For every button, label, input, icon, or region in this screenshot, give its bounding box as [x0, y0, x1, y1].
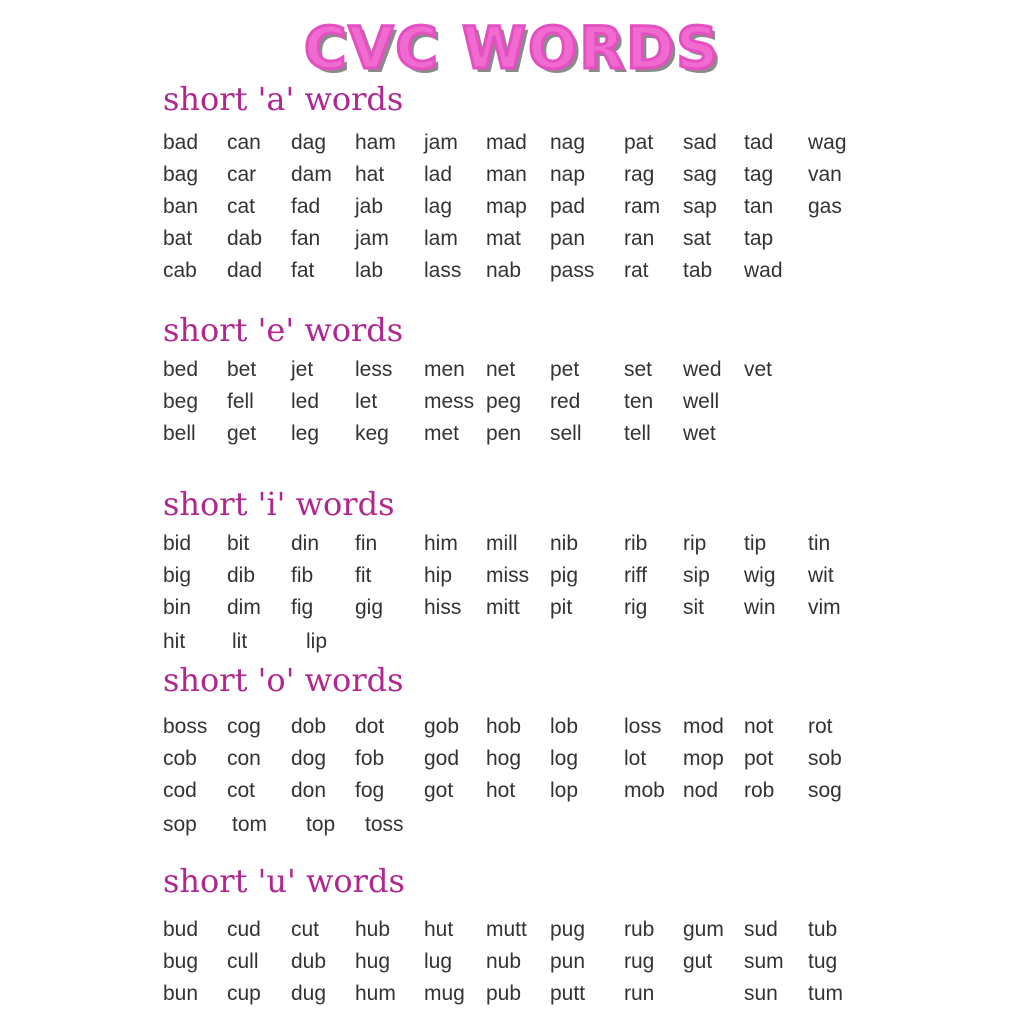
word: mill [486, 532, 518, 555]
word: log [550, 747, 579, 770]
word: net [486, 358, 516, 381]
word-row [0, 596, 1024, 626]
word: mad [486, 131, 527, 154]
word: dot [355, 715, 385, 738]
word: wed [683, 358, 722, 381]
word: hiss [424, 596, 462, 619]
word-row [0, 259, 1024, 289]
word: ran [624, 227, 655, 250]
word: cut [291, 918, 320, 941]
word-row [0, 779, 1024, 809]
word: bed [163, 358, 199, 381]
word: tom [232, 813, 268, 836]
word: dog [291, 747, 327, 770]
word: wig [744, 564, 776, 587]
word: hog [486, 747, 522, 770]
word: sell [550, 422, 582, 445]
word: him [424, 532, 458, 555]
word: lass [424, 259, 462, 282]
word: bit [227, 532, 250, 555]
word: hug [355, 950, 391, 973]
word: lit [232, 630, 248, 653]
word: dim [227, 596, 261, 619]
word: miss [486, 564, 530, 587]
word: bun [163, 982, 199, 1005]
word: cob [163, 747, 197, 770]
section-heading: short 'a' words [163, 80, 404, 118]
word: cat [227, 195, 256, 218]
word-row [0, 715, 1024, 745]
word: hat [355, 163, 385, 186]
word: men [424, 358, 465, 381]
word: dam [291, 163, 332, 186]
word-row [0, 532, 1024, 562]
word: tan [744, 195, 774, 218]
word: tip [744, 532, 767, 555]
word: fib [291, 564, 314, 587]
word: rob [744, 779, 775, 802]
word: cog [227, 715, 261, 738]
word: tub [808, 918, 838, 941]
word: don [291, 779, 327, 802]
word: riff [624, 564, 647, 587]
word: hot [486, 779, 516, 802]
word: bad [163, 131, 199, 154]
word-row [0, 163, 1024, 193]
word: rib [624, 532, 648, 555]
section-heading: short 'u' words [163, 862, 405, 900]
word: rub [624, 918, 655, 941]
word: dob [291, 715, 327, 738]
word: tad [744, 131, 774, 154]
word: sop [163, 813, 197, 836]
word: wit [808, 564, 834, 587]
word: sip [683, 564, 710, 587]
word: cup [227, 982, 261, 1005]
word: bid [163, 532, 192, 555]
word: let [355, 390, 378, 413]
section-heading: short 'e' words [163, 311, 404, 349]
word: tap [744, 227, 774, 250]
word: fad [291, 195, 321, 218]
word: ham [355, 131, 396, 154]
word: set [624, 358, 653, 381]
word: fan [291, 227, 321, 250]
word: ram [624, 195, 661, 218]
word: hum [355, 982, 396, 1005]
word: hub [355, 918, 391, 941]
word: beg [163, 390, 199, 413]
word: gob [424, 715, 460, 738]
word: lam [424, 227, 458, 250]
word-row [0, 390, 1024, 420]
word: pug [550, 918, 586, 941]
word-row [0, 227, 1024, 257]
word: sap [683, 195, 717, 218]
word: big [163, 564, 192, 587]
word: gig [355, 596, 384, 619]
section-heading: short 'o' words [163, 661, 404, 699]
word: not [744, 715, 774, 738]
word: bag [163, 163, 199, 186]
word: pit [550, 596, 573, 619]
word: pan [550, 227, 586, 250]
word: man [486, 163, 527, 186]
word: cab [163, 259, 197, 282]
word: keg [355, 422, 389, 445]
word: van [808, 163, 842, 186]
word: nub [486, 950, 522, 973]
word: top [306, 813, 336, 836]
word: dag [291, 131, 327, 154]
word: con [227, 747, 261, 770]
word: hit [163, 630, 186, 653]
word: pass [550, 259, 595, 282]
word: sad [683, 131, 717, 154]
word: pub [486, 982, 522, 1005]
word: rig [624, 596, 648, 619]
word: rag [624, 163, 655, 186]
word: bug [163, 950, 199, 973]
word-row [0, 950, 1024, 980]
word: lip [306, 630, 328, 653]
word: mob [624, 779, 665, 802]
word: cod [163, 779, 197, 802]
word: sob [808, 747, 842, 770]
word: wag [808, 131, 847, 154]
word-row [0, 195, 1024, 225]
word: cot [227, 779, 256, 802]
word: jam [424, 131, 458, 154]
word: jet [291, 358, 314, 381]
word: met [424, 422, 460, 445]
word: vet [744, 358, 773, 381]
word: sog [808, 779, 842, 802]
word-row [0, 422, 1024, 452]
word: dab [227, 227, 263, 250]
word: rip [683, 532, 707, 555]
word: tab [683, 259, 713, 282]
word: rot [808, 715, 833, 738]
word: ban [163, 195, 199, 218]
word: dug [291, 982, 327, 1005]
word: nab [486, 259, 522, 282]
word: lop [550, 779, 579, 802]
word: fit [355, 564, 372, 587]
word: gut [683, 950, 713, 973]
word: fob [355, 747, 385, 770]
word: toss [365, 813, 404, 836]
word: sud [744, 918, 778, 941]
word: peg [486, 390, 522, 413]
word: tin [808, 532, 831, 555]
word: hob [486, 715, 522, 738]
word: mop [683, 747, 724, 770]
word: din [291, 532, 320, 555]
word: sag [683, 163, 717, 186]
word: dad [227, 259, 263, 282]
word: lob [550, 715, 579, 738]
word: wad [744, 259, 783, 282]
word: less [355, 358, 393, 381]
word: sit [683, 596, 704, 619]
word: hut [424, 918, 454, 941]
word: mess [424, 390, 475, 413]
word: pad [550, 195, 586, 218]
word: tag [744, 163, 774, 186]
word: bat [163, 227, 193, 250]
word: red [550, 390, 581, 413]
section-heading: short 'i' words [163, 485, 395, 523]
word: loss [624, 715, 662, 738]
word: rug [624, 950, 655, 973]
word: pet [550, 358, 580, 381]
word: lug [424, 950, 453, 973]
word: cud [227, 918, 261, 941]
word: dub [291, 950, 327, 973]
word: god [424, 747, 460, 770]
word: mod [683, 715, 724, 738]
word: cull [227, 950, 259, 973]
word: tell [624, 422, 651, 445]
word: lot [624, 747, 647, 770]
word: bin [163, 596, 192, 619]
word: putt [550, 982, 586, 1005]
word: pat [624, 131, 654, 154]
word: mitt [486, 596, 520, 619]
word-row [0, 813, 1024, 843]
word: leg [291, 422, 320, 445]
word: fin [355, 532, 378, 555]
word: ten [624, 390, 654, 413]
word: tum [808, 982, 844, 1005]
word-row [0, 358, 1024, 388]
word: sat [683, 227, 712, 250]
word: car [227, 163, 257, 186]
page-title: CVC WORDS [303, 14, 721, 82]
word: can [227, 131, 261, 154]
word: mug [424, 982, 465, 1005]
word: nib [550, 532, 579, 555]
word: get [227, 422, 257, 445]
word: fell [227, 390, 254, 413]
word-row [0, 131, 1024, 161]
word-row [0, 982, 1024, 1012]
word: run [624, 982, 655, 1005]
word: mutt [486, 918, 527, 941]
word: pig [550, 564, 579, 587]
word: lab [355, 259, 384, 282]
word-row [0, 918, 1024, 948]
word: pen [486, 422, 522, 445]
word: dib [227, 564, 256, 587]
word: sum [744, 950, 784, 973]
word: jam [355, 227, 389, 250]
word-row [0, 747, 1024, 777]
word: nap [550, 163, 586, 186]
word: map [486, 195, 527, 218]
word: mat [486, 227, 522, 250]
word: boss [163, 715, 208, 738]
word: nod [683, 779, 719, 802]
word: fat [291, 259, 315, 282]
word: tug [808, 950, 838, 973]
word: bell [163, 422, 196, 445]
word: fog [355, 779, 385, 802]
word: got [424, 779, 454, 802]
word: bet [227, 358, 257, 381]
word: led [291, 390, 320, 413]
word: hip [424, 564, 453, 587]
word: bud [163, 918, 199, 941]
word: fig [291, 596, 314, 619]
word: win [744, 596, 776, 619]
word: gum [683, 918, 724, 941]
word: rat [624, 259, 649, 282]
word: pot [744, 747, 774, 770]
word: lag [424, 195, 453, 218]
word: lad [424, 163, 453, 186]
word-row [0, 564, 1024, 594]
word: gas [808, 195, 842, 218]
word-row [0, 630, 1024, 660]
word: well [683, 390, 720, 413]
word: nag [550, 131, 586, 154]
word: pun [550, 950, 586, 973]
word: wet [683, 422, 716, 445]
word: vim [808, 596, 841, 619]
word: sun [744, 982, 778, 1005]
word: jab [355, 195, 384, 218]
